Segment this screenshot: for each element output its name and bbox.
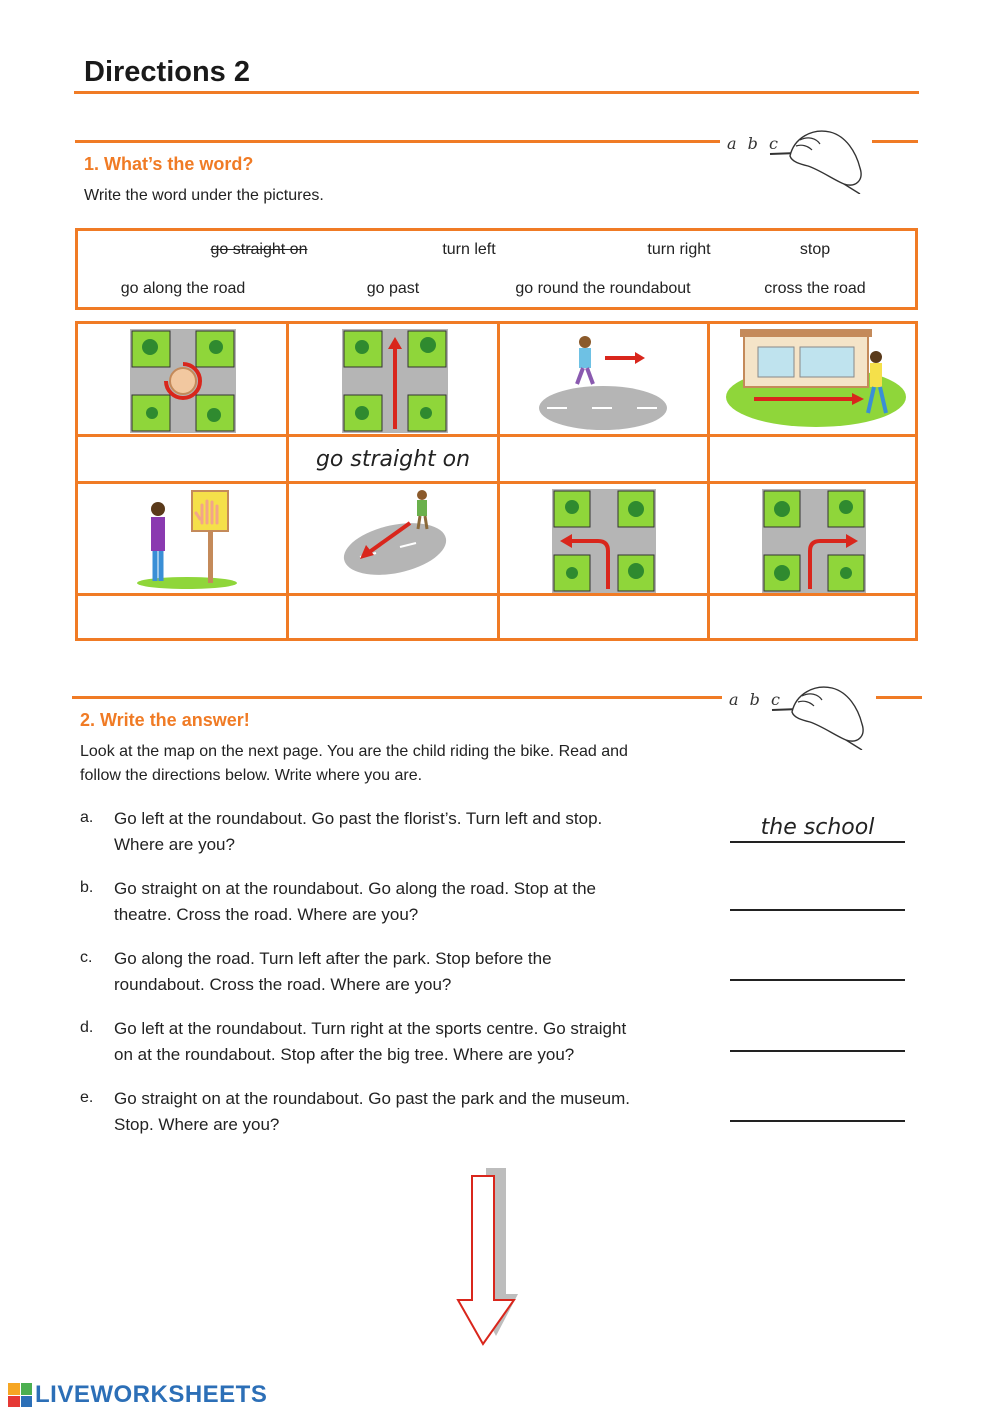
question-line: Go straight on at the roundabout. Go past the park and the museum. <box>114 1089 630 1108</box>
question-text <box>114 1016 714 1068</box>
section2-heading: 2. Write the answer! <box>80 710 250 730</box>
word-bank <box>75 228 918 310</box>
answer-input-row1-col4[interactable] <box>710 437 915 481</box>
answer-input-b[interactable] <box>730 881 905 911</box>
section2-abc-label: a b c <box>729 690 783 709</box>
question-text <box>114 1086 714 1138</box>
section1-abc-label: a b c <box>727 134 781 153</box>
word-bank-item: cross the road <box>764 280 866 297</box>
word-bank-item: stop <box>799 241 831 258</box>
question-letter: e. <box>80 1089 94 1106</box>
grid-line <box>78 481 915 484</box>
answer-input-c[interactable] <box>730 951 905 981</box>
picture-grid <box>75 321 918 641</box>
answer-input-row1-col3[interactable] <box>500 437 707 481</box>
answer-input-d[interactable] <box>730 1022 905 1052</box>
section2-divider <box>72 696 722 699</box>
walking-past-icon <box>537 328 669 432</box>
question-letter: b. <box>80 879 94 896</box>
question-text <box>114 806 714 858</box>
section2-divider-right <box>876 696 922 699</box>
question-text <box>114 876 714 928</box>
section1-heading: 1. What’s the word? <box>84 154 254 174</box>
hand-writing-icon <box>762 680 872 750</box>
question-letter: a. <box>80 809 94 826</box>
question-line: Stop. Where are you? <box>114 1115 280 1134</box>
section2-instruction-line2: follow the directions below. Write where you are. <box>80 767 423 784</box>
title-divider <box>74 91 919 94</box>
question-text <box>114 946 714 998</box>
question-line: Go straight on at the roundabout. Go along the road. Stop at the <box>114 879 597 898</box>
logo-text: LIVEWORKSHEETS <box>35 1381 268 1408</box>
question-line: theatre. Cross the road. Where are you? <box>114 905 419 924</box>
word-bank-item: go past <box>366 280 420 297</box>
answer-input-a[interactable] <box>730 813 905 843</box>
answer-input-row1-col2[interactable] <box>289 437 497 481</box>
liveworksheets-logo <box>8 1381 267 1409</box>
word-bank-item: go round the roundabout <box>515 280 691 297</box>
question-line: Go along the road. Turn left after the park. Stop before the <box>114 949 552 968</box>
word-bank-item: go along the road <box>120 280 246 297</box>
down-arrow-icon <box>456 1166 520 1348</box>
page-title: Directions 2 <box>84 56 250 88</box>
section1-divider-right <box>872 140 918 143</box>
stop-sign-icon <box>132 487 242 591</box>
answer-input-e[interactable] <box>730 1092 905 1122</box>
section2-instruction-line1: Look at the map on the next page. You are the child riding the bike. Read and <box>80 743 628 760</box>
hand-writing-icon <box>760 124 870 194</box>
question-line: on at the roundabout. Stop after the big tree. Where are you? <box>114 1045 575 1064</box>
question-letter: d. <box>80 1019 94 1036</box>
answer-input-row2-col2[interactable] <box>289 596 497 638</box>
section1-divider <box>75 140 720 143</box>
walking-along-icon <box>340 487 450 591</box>
section1-instruction: Write the word under the pictures. <box>84 187 324 204</box>
question-letter: c. <box>80 949 93 966</box>
question-line: Where are you? <box>114 835 235 854</box>
answer-input-row2-col3[interactable] <box>500 596 707 638</box>
answer-input-row2-col1[interactable] <box>78 596 286 638</box>
question-line: Go left at the roundabout. Go past the florist’s. Turn left and stop. <box>114 809 603 828</box>
turn-left-icon <box>552 489 656 593</box>
straight-road-icon <box>342 329 448 433</box>
question-line: Go left at the roundabout. Turn right at the sports centre. Go straight <box>114 1019 627 1038</box>
logo-cube-icon <box>8 1383 32 1407</box>
crossing-road-icon <box>724 327 910 433</box>
word-bank-item: turn left <box>442 241 496 258</box>
turn-right-icon <box>762 489 866 593</box>
word-bank-item: go straight on <box>210 241 308 258</box>
question-line: roundabout. Cross the road. Where are you? <box>114 975 452 994</box>
roundabout-icon <box>130 329 236 433</box>
word-bank-item: turn right <box>647 241 711 258</box>
answer-input-row1-col1[interactable] <box>78 437 286 481</box>
answer-input-row2-col4[interactable] <box>710 596 915 638</box>
